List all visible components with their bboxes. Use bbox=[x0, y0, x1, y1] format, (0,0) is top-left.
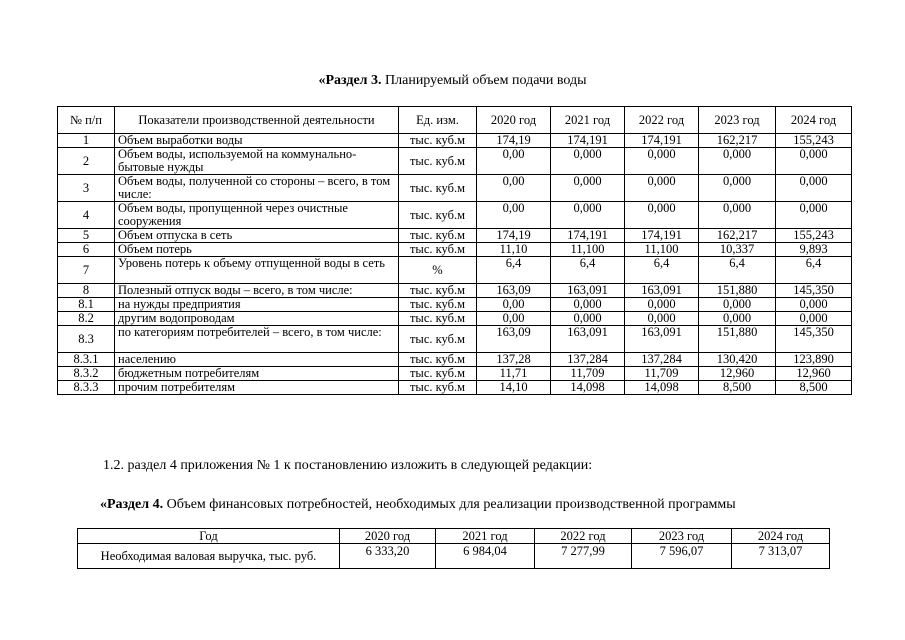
value-cell: 163,091 bbox=[625, 284, 699, 298]
value-cell: 6,4 bbox=[776, 257, 852, 284]
value-cell: 151,880 bbox=[699, 284, 776, 298]
value-cell: 6,4 bbox=[477, 257, 551, 284]
row-number: 2 bbox=[58, 148, 115, 175]
value-cell: 8,500 bbox=[776, 381, 852, 395]
value-cell: 11,709 bbox=[625, 367, 699, 381]
value-cell: 6 333,20 bbox=[340, 544, 436, 569]
value-cell: 0,00 bbox=[477, 202, 551, 229]
value-cell: 0,000 bbox=[776, 298, 852, 312]
unit-cell: тыс. куб.м bbox=[399, 381, 477, 395]
value-cell: 11,709 bbox=[551, 367, 625, 381]
value-cell: 0,000 bbox=[699, 312, 776, 326]
row-number: 7 bbox=[58, 257, 115, 284]
indicator-name: на нужды предприятия bbox=[115, 298, 399, 312]
indicator-name: Объем выработки воды bbox=[115, 134, 399, 148]
value-cell: 155,243 bbox=[776, 229, 852, 243]
value-cell: 8,500 bbox=[699, 381, 776, 395]
unit-cell: тыс. куб.м bbox=[399, 148, 477, 175]
row-number: 8.3.2 bbox=[58, 367, 115, 381]
unit-cell: тыс. куб.м bbox=[399, 367, 477, 381]
indicator-name: Объем воды, полученной со стороны – всего, в том числе: bbox=[115, 175, 399, 202]
value-cell: 14,098 bbox=[625, 381, 699, 395]
value-cell: 0,000 bbox=[699, 298, 776, 312]
header-cell: Показатели производственной деятельности bbox=[115, 107, 399, 134]
unit-cell: тыс. куб.м bbox=[399, 353, 477, 367]
value-cell: 123,890 bbox=[776, 353, 852, 367]
table-row bbox=[58, 284, 852, 298]
value-cell: 137,28 bbox=[477, 353, 551, 367]
unit-cell: тыс. куб.м bbox=[399, 284, 477, 298]
value-cell: 0,000 bbox=[699, 202, 776, 229]
header-cell: № п/п bbox=[58, 107, 115, 134]
value-cell: 163,09 bbox=[477, 284, 551, 298]
unit-cell: тыс. куб.м bbox=[399, 243, 477, 257]
value-cell: 7 277,99 bbox=[535, 544, 632, 569]
header-cell: Год bbox=[78, 529, 340, 544]
table-row bbox=[58, 367, 852, 381]
value-cell: 163,091 bbox=[551, 284, 625, 298]
value-cell: 6,4 bbox=[625, 257, 699, 284]
financial-needs-table bbox=[77, 528, 830, 569]
unit-cell: тыс. куб.м bbox=[399, 175, 477, 202]
value-cell: 174,19 bbox=[477, 134, 551, 148]
header-cell: 2024 год bbox=[732, 529, 830, 544]
value-cell: 6,4 bbox=[551, 257, 625, 284]
header-cell: 2020 год bbox=[340, 529, 436, 544]
value-cell: 9,893 bbox=[776, 243, 852, 257]
table-row bbox=[58, 298, 852, 312]
value-cell: 151,880 bbox=[699, 326, 776, 353]
value-cell: 0,000 bbox=[551, 175, 625, 202]
table-row bbox=[58, 202, 852, 229]
row-number: 8.1 bbox=[58, 298, 115, 312]
table-row bbox=[58, 257, 852, 284]
table-row bbox=[58, 326, 852, 353]
unit-cell: тыс. куб.м bbox=[399, 229, 477, 243]
indicator-name: Уровень потерь к объему отпущенной воды в сеть bbox=[115, 257, 399, 284]
value-cell: 7 313,07 bbox=[732, 544, 830, 569]
table-row bbox=[78, 544, 830, 569]
value-cell: 137,284 bbox=[625, 353, 699, 367]
value-cell: 174,191 bbox=[625, 134, 699, 148]
table-header-row bbox=[78, 529, 830, 544]
value-cell: 11,10 bbox=[477, 243, 551, 257]
value-cell: 130,420 bbox=[699, 353, 776, 367]
value-cell: 0,000 bbox=[625, 148, 699, 175]
table-row bbox=[58, 229, 852, 243]
indicator-name: Полезный отпуск воды – всего, в том числе: bbox=[115, 284, 399, 298]
indicator-name: прочим потребителям bbox=[115, 381, 399, 395]
indicator-name: другим водопроводам bbox=[115, 312, 399, 326]
header-cell: Ед. изм. bbox=[399, 107, 477, 134]
header-cell: 2021 год bbox=[436, 529, 535, 544]
value-cell: 0,000 bbox=[776, 202, 852, 229]
value-cell: 174,191 bbox=[551, 134, 625, 148]
section-4-title-bold: «Раздел 4. bbox=[100, 497, 164, 512]
header-cell: 2020 год bbox=[477, 107, 551, 134]
value-cell: 10,337 bbox=[699, 243, 776, 257]
value-cell: 14,098 bbox=[551, 381, 625, 395]
table-header-row bbox=[58, 107, 852, 134]
value-cell: 0,000 bbox=[625, 202, 699, 229]
header-cell: 2023 год bbox=[632, 529, 732, 544]
value-cell: 0,000 bbox=[551, 202, 625, 229]
row-number: 5 bbox=[58, 229, 115, 243]
value-cell: 0,000 bbox=[551, 298, 625, 312]
value-cell: 0,00 bbox=[477, 298, 551, 312]
section-4-title-rest: Объем финансовых потребностей, необходимых для реализации производственной программы bbox=[163, 497, 736, 512]
value-cell: 7 596,07 bbox=[632, 544, 732, 569]
value-cell: 174,191 bbox=[551, 229, 625, 243]
value-cell: 11,100 bbox=[551, 243, 625, 257]
indicator-name: населению bbox=[115, 353, 399, 367]
value-cell: 163,091 bbox=[551, 326, 625, 353]
value-cell: 174,191 bbox=[625, 229, 699, 243]
header-cell: 2023 год bbox=[699, 107, 776, 134]
value-cell: 162,217 bbox=[699, 229, 776, 243]
value-cell: 6 984,04 bbox=[436, 544, 535, 569]
section-3-title-bold: «Раздел 3. bbox=[318, 73, 382, 88]
value-cell: 0,00 bbox=[477, 312, 551, 326]
row-label: Необходимая валовая выручка, тыс. руб. bbox=[78, 544, 340, 569]
section-4-title bbox=[100, 497, 736, 513]
unit-cell: тыс. куб.м bbox=[399, 312, 477, 326]
table-row bbox=[58, 175, 852, 202]
section-3-title bbox=[0, 73, 905, 89]
header-cell: 2021 год bbox=[551, 107, 625, 134]
indicator-name: Объем потерь bbox=[115, 243, 399, 257]
table-row bbox=[58, 353, 852, 367]
value-cell: 137,284 bbox=[551, 353, 625, 367]
value-cell: 12,960 bbox=[699, 367, 776, 381]
indicator-name: бюджетным потребителям bbox=[115, 367, 399, 381]
row-number: 8.3 bbox=[58, 326, 115, 353]
header-cell: 2022 год bbox=[625, 107, 699, 134]
value-cell: 0,000 bbox=[551, 148, 625, 175]
value-cell: 14,10 bbox=[477, 381, 551, 395]
value-cell: 0,000 bbox=[699, 175, 776, 202]
unit-cell: тыс. куб.м bbox=[399, 134, 477, 148]
row-number: 8.2 bbox=[58, 312, 115, 326]
row-number: 3 bbox=[58, 175, 115, 202]
row-number: 8 bbox=[58, 284, 115, 298]
unit-cell: тыс. куб.м bbox=[399, 326, 477, 353]
value-cell: 0,000 bbox=[625, 175, 699, 202]
unit-cell: % bbox=[399, 257, 477, 284]
value-cell: 163,09 bbox=[477, 326, 551, 353]
value-cell: 0,000 bbox=[625, 312, 699, 326]
value-cell: 0,000 bbox=[776, 175, 852, 202]
value-cell: 0,000 bbox=[699, 148, 776, 175]
table-row bbox=[58, 312, 852, 326]
value-cell: 162,217 bbox=[699, 134, 776, 148]
indicator-name: Объем воды, используемой на коммунально-бытовые нужды bbox=[115, 148, 399, 175]
row-number: 1 bbox=[58, 134, 115, 148]
value-cell: 174,19 bbox=[477, 229, 551, 243]
row-number: 4 bbox=[58, 202, 115, 229]
header-cell: 2022 год bbox=[535, 529, 632, 544]
table-row bbox=[58, 381, 852, 395]
table-row bbox=[58, 243, 852, 257]
value-cell: 163,091 bbox=[625, 326, 699, 353]
value-cell: 0,000 bbox=[551, 312, 625, 326]
paragraph-1-2: 1.2. раздел 4 приложения № 1 к постановлению изложить в следующей редакции: bbox=[103, 458, 593, 473]
table-row bbox=[58, 134, 852, 148]
value-cell: 11,100 bbox=[625, 243, 699, 257]
row-number: 8.3.1 bbox=[58, 353, 115, 367]
table-row bbox=[58, 148, 852, 175]
row-number: 8.3.3 bbox=[58, 381, 115, 395]
value-cell: 145,350 bbox=[776, 284, 852, 298]
value-cell: 155,243 bbox=[776, 134, 852, 148]
value-cell: 145,350 bbox=[776, 326, 852, 353]
value-cell: 12,960 bbox=[776, 367, 852, 381]
value-cell: 0,00 bbox=[477, 175, 551, 202]
unit-cell: тыс. куб.м bbox=[399, 202, 477, 229]
value-cell: 6,4 bbox=[699, 257, 776, 284]
indicator-name: Объем воды, пропущенной через очистные сооружения bbox=[115, 202, 399, 229]
header-cell: 2024 год bbox=[776, 107, 852, 134]
row-number: 6 bbox=[58, 243, 115, 257]
value-cell: 0,000 bbox=[625, 298, 699, 312]
value-cell: 0,000 bbox=[776, 312, 852, 326]
section-3-title-rest: Планируемый объем подачи воды bbox=[381, 73, 587, 88]
indicator-name: по категориям потребителей – всего, в том числе: bbox=[115, 326, 399, 353]
value-cell: 0,000 bbox=[776, 148, 852, 175]
indicator-name: Объем отпуска в сеть bbox=[115, 229, 399, 243]
water-supply-table bbox=[57, 106, 852, 395]
value-cell: 0,00 bbox=[477, 148, 551, 175]
unit-cell: тыс. куб.м bbox=[399, 298, 477, 312]
value-cell: 11,71 bbox=[477, 367, 551, 381]
